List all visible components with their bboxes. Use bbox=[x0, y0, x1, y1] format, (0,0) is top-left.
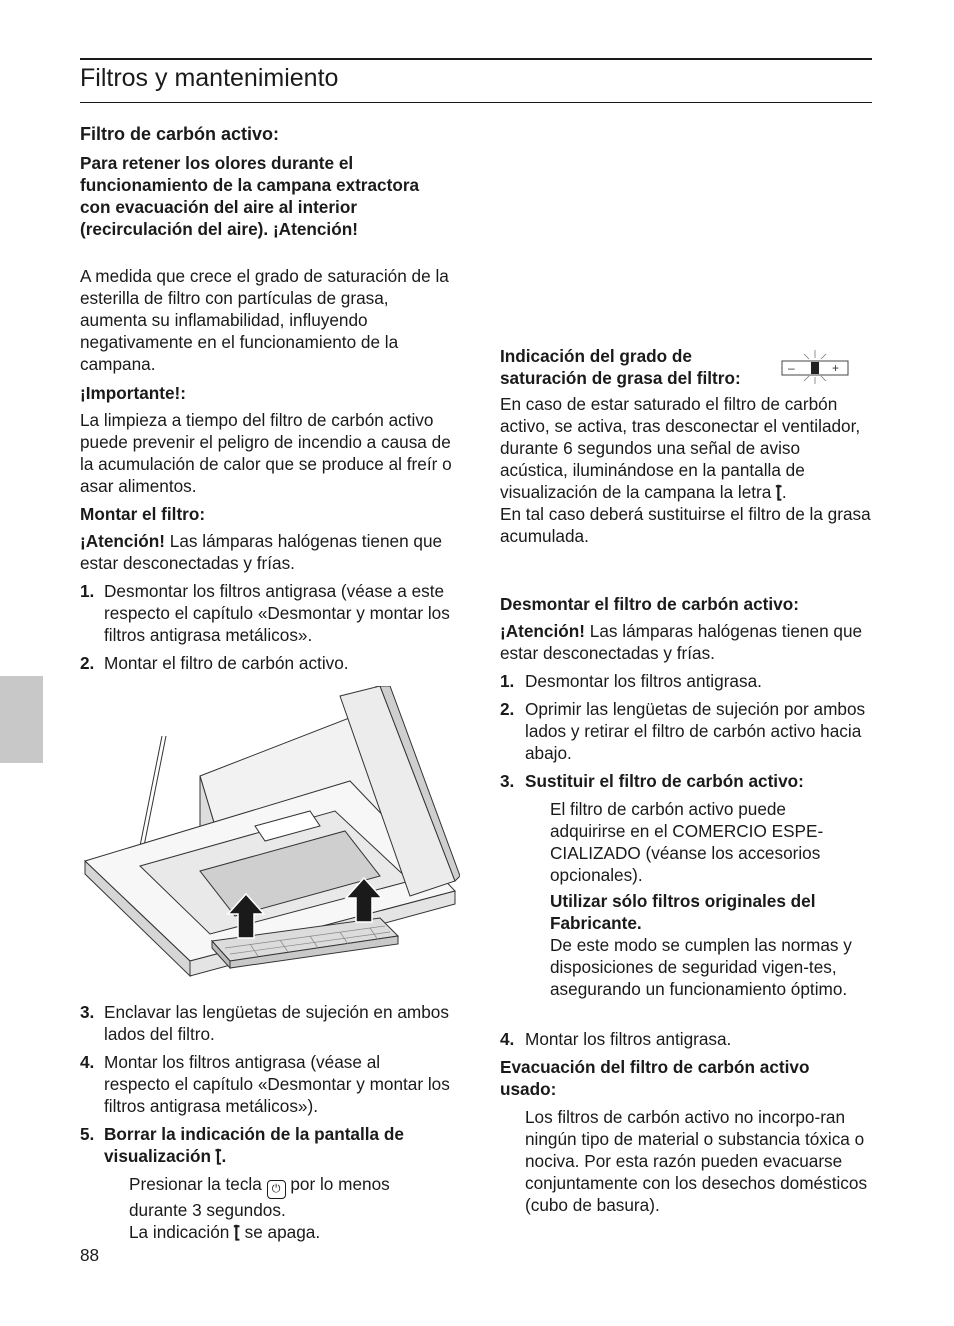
step-5: 5. Borrar la indicación de la pantalla de visualización ⌊̄. bbox=[80, 1124, 404, 1166]
intro-bold-text: Para retener los olores durante el funcionamiento de la campana extractora con evacuación del aire al interior (recirculación del aire). ¡Atención! bbox=[80, 153, 420, 239]
disposal-heading: Evacuación del filtro de carbón activo usado: bbox=[500, 1057, 810, 1099]
section-side-tab bbox=[0, 676, 43, 763]
press-key-instruction: Presionar la tecla ⏻ por lo menos durante 3 segundos. La indicación ⌊̄ se apaga. bbox=[129, 1174, 390, 1242]
step-number: 1. bbox=[80, 581, 95, 601]
step-number: 4. bbox=[80, 1052, 95, 1072]
remove-steps-list bbox=[500, 670, 872, 792]
step-text: Enclavar las lengüetas de sujeción en ambos lados del filtro. bbox=[104, 1002, 449, 1044]
disposal-paragraph: Los filtros de carbón activo no incorpo-ran ningún tipo de material o substancia tóxica o nociva. Por esta razón pueden evacuarse conjuntamente con los desechos domésticos (cubo de basura). bbox=[525, 1107, 868, 1215]
display-letter-symbol: ⌊̄ bbox=[776, 482, 782, 502]
mount-filter-heading: Montar el filtro: bbox=[80, 504, 206, 524]
step-number: 4. bbox=[500, 1029, 515, 1049]
title-underline bbox=[80, 102, 872, 103]
hood-filter-illustration bbox=[80, 686, 460, 986]
mount-steps-list bbox=[80, 580, 450, 674]
list-item bbox=[80, 1001, 450, 1045]
list-item bbox=[500, 698, 872, 764]
step-text: Montar los filtros antigrasa. bbox=[525, 1029, 732, 1049]
important-paragraph: La limpieza a tiempo del filtro de carbón activo puede prevenir el peligro de incendio a causa de la acumulación de calor que se produce al freír o asar alimentos. bbox=[80, 410, 452, 496]
step-text: Sustituir el filtro de carbón activo: bbox=[525, 771, 804, 791]
list-item bbox=[80, 580, 450, 646]
mount-steps-list-continued bbox=[80, 1001, 450, 1117]
step-text: Desmontar los filtros antigrasa. bbox=[525, 671, 762, 691]
list-item bbox=[500, 670, 872, 692]
step-number: 5. bbox=[80, 1124, 95, 1144]
power-key-icon: ⏻ bbox=[267, 1180, 286, 1199]
svg-text:+: + bbox=[832, 361, 840, 375]
step-number: 3. bbox=[80, 1002, 95, 1022]
step-text: Borrar la indicación de la pantalla de visualización bbox=[104, 1124, 404, 1166]
attention-text: Las lámparas halógenas tienen que estar desconectadas y frías. bbox=[80, 531, 443, 573]
svg-text:–: – bbox=[788, 361, 795, 375]
original-filters-paragraph: Utilizar sólo filtros originales del Fabricante. De este modo se cumplen las normas y disposiciones de seguridad vigen-tes, asegurando un funcionamiento óptimo. bbox=[550, 891, 852, 999]
step-text: Oprimir las lengüetas de sujeción por ambos lados y retirar el filtro de carbón activo hacia abajo. bbox=[525, 699, 866, 763]
remove-filter-heading: Desmontar el filtro de carbón activo: bbox=[500, 594, 799, 614]
attention-paragraph bbox=[80, 530, 455, 574]
step-text: Desmontar los filtros antigrasa (véase a este respecto el capítulo «Desmontar y montar los filtros antigrasa metálicos». bbox=[104, 581, 450, 645]
top-rule bbox=[80, 58, 872, 60]
buy-filter-paragraph: El filtro de carbón activo puede adquirirse en el COMERCIO ESPE-CIALIZADO (véanse los accesorios opcionales). bbox=[550, 799, 824, 885]
list-item bbox=[500, 770, 872, 792]
list-item bbox=[80, 652, 450, 674]
step-number: 3. bbox=[500, 771, 515, 791]
display-panel-icon bbox=[780, 350, 850, 384]
page-number: 88 bbox=[80, 1245, 100, 1265]
saturation-paragraph: En caso de estar saturado el filtro de carbón activo, se activa, tras desconectar el ventilador, durante 6 segundos una señal de aviso acústica, iluminándose en la pantalla de visualización de la campana la letra ⌊̄. En tal caso deberá sustituirse el filtro de la grasa acumulada. bbox=[500, 394, 871, 546]
intro-paragraph: A medida que crece el grado de saturación de la esterilla de filtro con partículas de grasa, aumenta su inflamabilidad, influyendo negativamente en el funcionamiento de la campana. bbox=[80, 266, 449, 374]
step-number: 2. bbox=[500, 699, 515, 719]
display-letter-symbol: ⌊̄ bbox=[215, 1146, 222, 1166]
display-letter-symbol: ⌊̄ bbox=[234, 1222, 240, 1242]
step-text: Montar el filtro de carbón activo. bbox=[104, 653, 349, 673]
step-number: 2. bbox=[80, 653, 95, 673]
step-number: 1. bbox=[500, 671, 515, 691]
list-item bbox=[80, 1051, 450, 1117]
carbon-filter-heading: Filtro de carbón activo: bbox=[80, 124, 280, 144]
saturation-heading: Indicación del grado de saturación de grasa del filtro: bbox=[500, 346, 741, 388]
attention-paragraph-right: ¡Atención! Las lámparas halógenas tienen que estar desconectadas y frías. bbox=[500, 621, 863, 663]
step-4-right bbox=[500, 1028, 872, 1050]
attention-label: ¡Atención! bbox=[80, 531, 165, 551]
page-title: Filtros y mantenimiento bbox=[80, 64, 339, 92]
step-text: Montar los filtros antigrasa (véase al respecto el capítulo «Desmontar y montar los filtros antigrasa metálicos»). bbox=[104, 1052, 450, 1116]
important-label: ¡Importante!: bbox=[80, 383, 186, 403]
